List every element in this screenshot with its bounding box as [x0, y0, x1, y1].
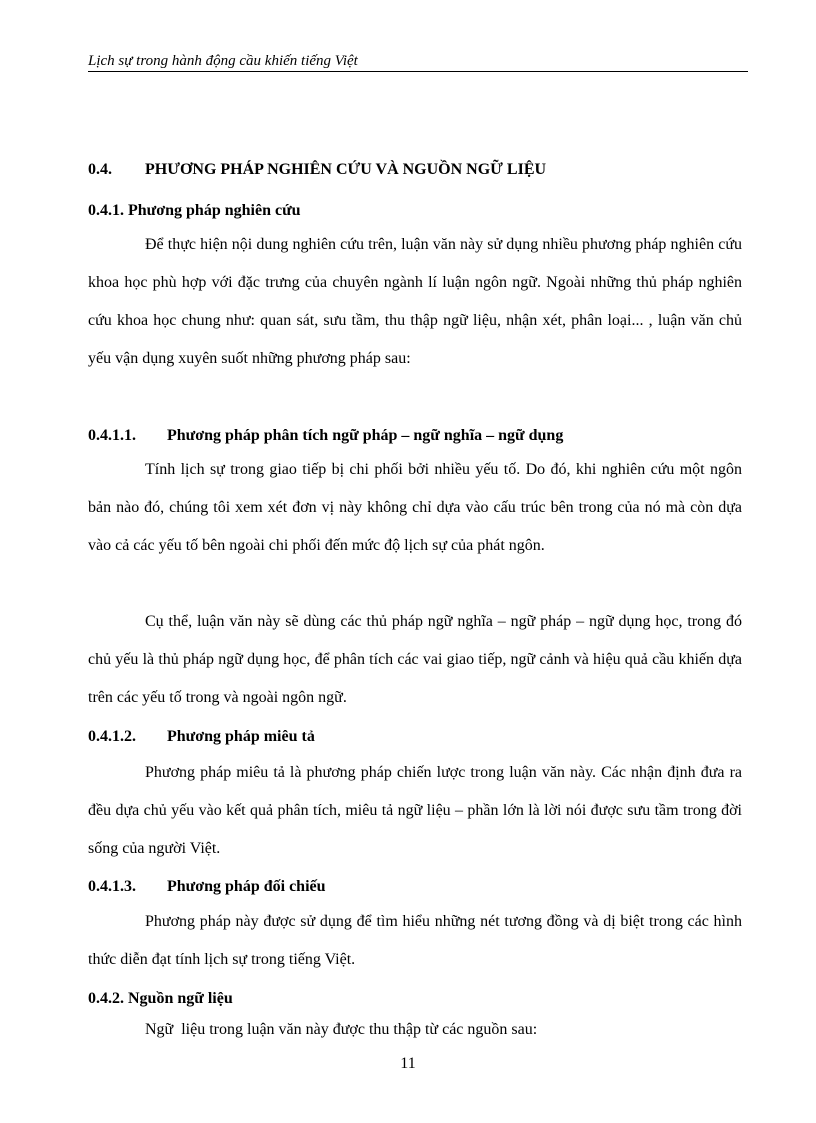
- section-title: Phương pháp miêu tả: [167, 728, 315, 745]
- section-title: Phương pháp nghiên cứu: [128, 202, 301, 219]
- header-rule: [88, 71, 748, 72]
- section-title: Phương pháp đối chiếu: [167, 878, 326, 895]
- paragraph-text: Cụ thể, luận văn này sẽ dùng các thủ pháp ngữ nghĩa – ngữ pháp – ngữ dụng học, trong đó chủ yếu là thủ pháp ngữ dụng học, để phân tích các vai giao tiếp, ngữ cảnh và hiệu quả cầu khiến dựa trên các yếu tố trong và ngoài ngôn ngữ.: [88, 613, 742, 706]
- section-number: 0.4.: [88, 161, 112, 178]
- section-heading-0-4-2: [88, 989, 233, 1009]
- paragraph-text: Phương pháp miêu tả là phương pháp chiến lược trong luận văn này. Các nhận định đưa ra đều dựa chủ yếu vào kết quả phân tích, miêu tả ngữ liệu – phần lớn là lời nói được sưu tầm trong đời sống của người Việt.: [88, 764, 742, 857]
- section-number: 0.4.1.: [88, 202, 124, 219]
- section-heading-0-4-1-2: [88, 727, 315, 747]
- paragraph-methods-intro: [88, 226, 742, 378]
- section-number: 0.4.1.1.: [88, 427, 136, 444]
- paragraph-analysis-1: [88, 451, 742, 565]
- section-number: 0.4.1.2.: [88, 728, 136, 745]
- paragraph-description: [88, 754, 742, 868]
- section-title: PHƯƠNG PHÁP NGHIÊN CỨU VÀ NGUỒN NGỮ LIỆU: [145, 161, 547, 178]
- section-heading-0-4-1-1: [88, 426, 563, 446]
- paragraph-text: Ngữ liệu trong luận văn này được thu thập từ các nguồn sau:: [145, 1021, 538, 1038]
- section-heading-0-4-1-3: [88, 877, 326, 897]
- section-title: Nguồn ngữ liệu: [128, 990, 233, 1007]
- section-title: Phương pháp phân tích ngữ pháp – ngữ nghĩa – ngữ dụng: [167, 427, 564, 444]
- paragraph-analysis-2: [88, 603, 742, 717]
- section-number: 0.4.2.: [88, 990, 124, 1007]
- paragraph-comparison: [88, 903, 742, 979]
- section-heading-0-4: [88, 160, 546, 180]
- paragraph-text: Tính lịch sự trong giao tiếp bị chi phối bởi nhiều yếu tố. Do đó, khi nghiên cứu một ngôn bản nào đó, chúng tôi xem xét đơn vị này không chỉ dựa vào cấu trúc bên trong của nó mà còn dựa vào cả các yếu tố bên ngoài chi phối đến mức độ lịch sự của phát ngôn.: [88, 461, 742, 554]
- running-header: Lịch sự trong hành động cầu khiến tiếng Việt: [88, 53, 358, 69]
- paragraph-text: Phương pháp này được sử dụng để tìm hiểu những nét tương đồng và dị biệt trong các hình thức diễn đạt tính lịch sự trong tiếng Việt.: [88, 913, 742, 968]
- paragraph-text: Để thực hiện nội dung nghiên cứu trên, luận văn này sử dụng nhiều phương pháp nghiên cứu khoa học phù hợp với đặc trưng của chuyên ngành lí luận ngôn ngữ. Ngoài những thủ pháp nghiên cứu khoa học chung như: quan sát, sưu tầm, thu thập ngữ liệu, nhận xét, phân loại... , luận văn chủ yếu vận dụng xuyên suốt những phương pháp sau:: [88, 236, 742, 367]
- section-heading-0-4-1: [88, 201, 301, 221]
- page-number: 11: [400, 1055, 416, 1072]
- section-number: 0.4.1.3.: [88, 878, 136, 895]
- paragraph-sources: [88, 1018, 742, 1042]
